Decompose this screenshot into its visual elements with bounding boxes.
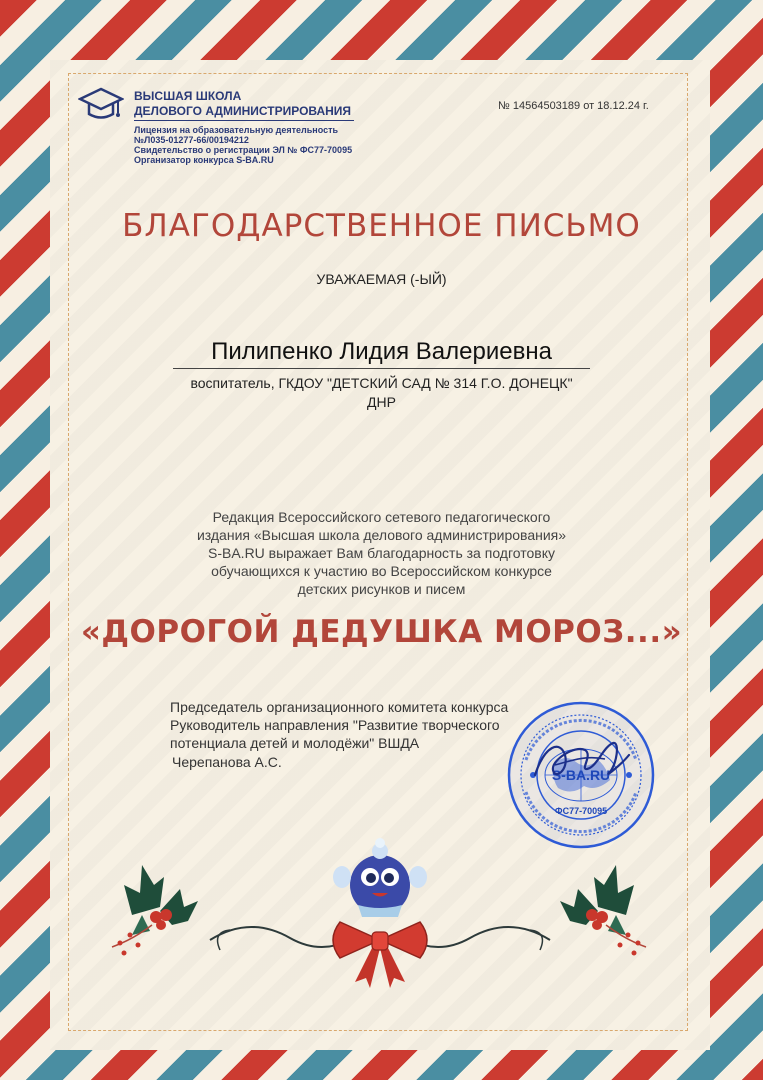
recipient-name: Пилипенко Лидия Валериевна: [173, 338, 590, 369]
graduation-cap-icon: [78, 85, 124, 125]
signer-name: Черепанова А.С.: [172, 754, 282, 770]
signer-title-line: Руководитель направления "Развитие творческого: [170, 717, 500, 733]
recipient-position: [0, 374, 763, 412]
license-number: №Л035-01277-66/00194212: [134, 135, 249, 145]
body-line: издания «Высшая школа делового администрирования»: [196, 527, 567, 543]
handwritten-signature: [525, 725, 635, 795]
body-line: Редакция Всероссийского сетевого педагогического: [212, 509, 551, 525]
document-number: № 14564503189 от 18.12.24 г.: [498, 100, 649, 112]
letter-title: БЛАГОДАРСТВЕННОЕ ПИСЬМО: [122, 208, 641, 244]
body-line: детских рисунков и писем: [297, 581, 466, 597]
mascot-monster-illustration: [320, 825, 440, 920]
school-name-line1: ВЫСШАЯ ШКОЛА: [134, 89, 242, 103]
registration-line: Свидетельство о регистрации ЭЛ № ФС77-70095: [134, 145, 353, 155]
organizer-line: Организатор конкурса S-BA.RU: [134, 155, 274, 165]
signer-title-line: Председатель организационного комитета конкурса: [170, 699, 509, 715]
signer-title-line: потенциала детей и молодёжи" ВШДА: [170, 735, 420, 751]
salutation: УВАЖАЕМАЯ (-ЫЙ): [316, 271, 447, 287]
body-line: обучающихся к участию во Всероссийском конкурсе: [211, 563, 552, 579]
holly-left-decoration: [102, 855, 202, 965]
letter-body: [0, 508, 763, 598]
position-line: воспитатель, ГКДОУ "ДЕТСКИЙ САД № 314 Г.О. ДОНЕЦК": [190, 375, 573, 391]
contest-name: «ДОРОГОЙ ДЕДУШКА МОРОЗ...»: [80, 614, 683, 650]
body-line: S-BA.RU выражает Вам благодарность за подготовку: [208, 545, 555, 561]
ribbon-bow-decoration: [190, 910, 570, 990]
holly-right-decoration: [556, 855, 656, 965]
license-line: Лицензия на образовательную деятельность: [134, 125, 339, 135]
school-name-underline: [134, 120, 354, 121]
stamp-center-text: S-BA.RU: [551, 767, 611, 783]
signature-block: [170, 698, 508, 752]
stamp-number-text: ФС77-70095: [554, 806, 608, 816]
school-name-line2: ДЕЛОВОГО АДМИНИСТРИРОВАНИЯ: [134, 104, 352, 118]
region-line: ДНР: [367, 394, 396, 410]
